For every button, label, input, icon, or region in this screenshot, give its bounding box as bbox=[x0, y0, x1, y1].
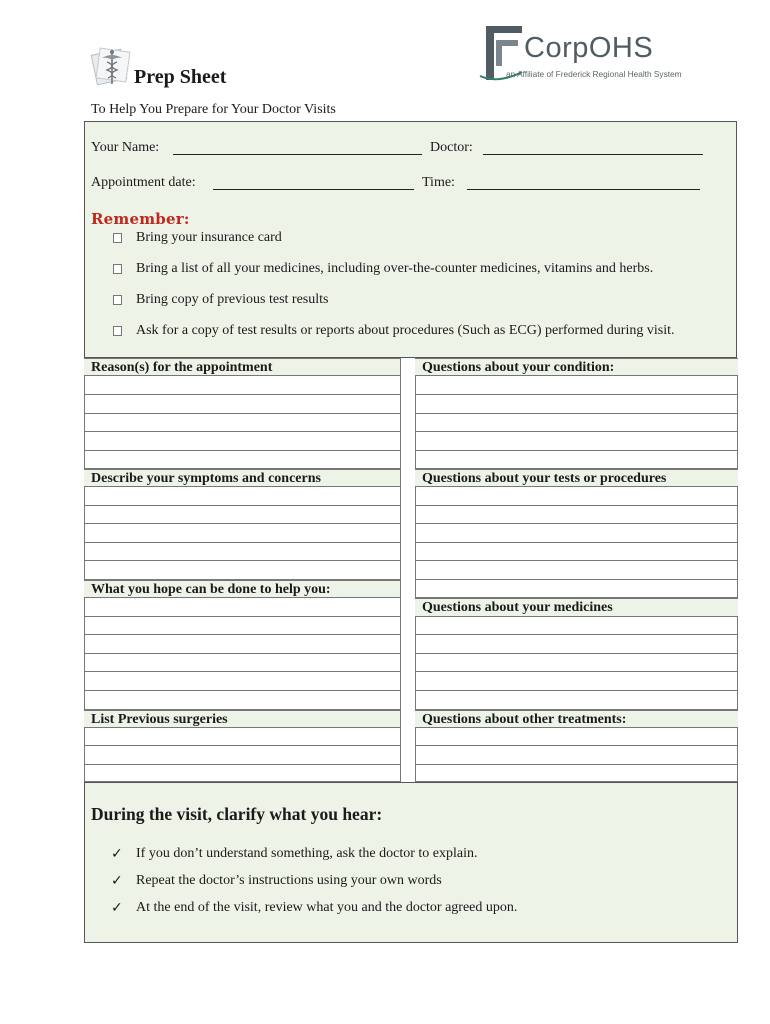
condition-line[interactable] bbox=[415, 414, 738, 432]
tests-line[interactable] bbox=[415, 524, 738, 543]
clarify-heading: During the visit, clarify what you hear: bbox=[91, 804, 383, 824]
surgeries-line[interactable] bbox=[84, 746, 400, 765]
clarify-item: Repeat the doctor’s instructions using your own words bbox=[136, 873, 442, 888]
medicines-line[interactable] bbox=[415, 617, 738, 635]
grid-divider bbox=[400, 358, 401, 782]
symptoms-line[interactable] bbox=[84, 487, 400, 506]
remember-item: Bring your insurance card bbox=[136, 230, 282, 245]
checkbox-4[interactable] bbox=[113, 326, 122, 336]
reasons-line[interactable] bbox=[84, 414, 400, 432]
reasons-line[interactable] bbox=[84, 395, 400, 414]
section-condition: Questions about your condition: bbox=[415, 358, 738, 376]
symptoms-line[interactable] bbox=[84, 506, 400, 524]
appointment-date-label: Appointment date: bbox=[91, 175, 196, 190]
corpohs-logo bbox=[478, 22, 682, 84]
time-field[interactable] bbox=[467, 189, 700, 190]
clarify-item: At the end of the visit, review what you and the doctor agreed upon. bbox=[136, 900, 518, 915]
reasons-line[interactable] bbox=[84, 432, 400, 451]
treatments-line[interactable] bbox=[415, 728, 738, 746]
section-medicines: Questions about your medicines bbox=[415, 598, 738, 617]
logo-wordmark: CorpOHS bbox=[524, 32, 654, 64]
tests-line[interactable] bbox=[415, 543, 738, 561]
name-field[interactable] bbox=[173, 154, 422, 155]
checkmark-icon: ✓ bbox=[111, 846, 123, 862]
condition-line[interactable] bbox=[415, 432, 738, 451]
symptoms-line[interactable] bbox=[84, 524, 400, 543]
section-reasons: Reason(s) for the appointment bbox=[84, 358, 400, 376]
condition-line[interactable] bbox=[415, 395, 738, 414]
surgeries-line[interactable] bbox=[84, 728, 400, 746]
medicines-line[interactable] bbox=[415, 691, 738, 710]
medicines-line[interactable] bbox=[415, 654, 738, 672]
tests-line[interactable] bbox=[415, 487, 738, 506]
section-tests: Questions about your tests or procedures bbox=[415, 469, 738, 487]
symptoms-line[interactable] bbox=[84, 561, 400, 580]
condition-line[interactable] bbox=[415, 451, 738, 469]
checkbox-1[interactable] bbox=[113, 233, 122, 243]
hope-line[interactable] bbox=[84, 691, 400, 710]
checkbox-2[interactable] bbox=[113, 264, 122, 274]
notes-grid bbox=[84, 358, 738, 782]
tests-line[interactable] bbox=[415, 561, 738, 580]
checkbox-3[interactable] bbox=[113, 295, 122, 305]
medicines-line[interactable] bbox=[415, 635, 738, 654]
remember-item: Ask for a copy of test results or reports about procedures (Such as ECG) performed during visit. bbox=[136, 323, 675, 338]
doctor-label: Doctor: bbox=[430, 140, 473, 155]
medicines-line[interactable] bbox=[415, 672, 738, 691]
caduceus-icon bbox=[88, 44, 134, 90]
surgeries-line[interactable] bbox=[84, 765, 400, 782]
reasons-line[interactable] bbox=[84, 451, 400, 469]
clarify-item: If you don’t understand something, ask the doctor to explain. bbox=[136, 846, 478, 861]
treatments-line[interactable] bbox=[415, 746, 738, 765]
section-surgeries: List Previous surgeries bbox=[84, 710, 400, 728]
doctor-field[interactable] bbox=[483, 154, 703, 155]
appointment-date-field[interactable] bbox=[213, 189, 414, 190]
remember-item: Bring a list of all your medicines, including over-the-counter medicines, vitamins and herbs. bbox=[136, 261, 654, 276]
remember-heading: Remember: bbox=[91, 210, 190, 228]
hope-line[interactable] bbox=[84, 598, 400, 617]
page-title: Prep Sheet bbox=[134, 66, 227, 88]
name-label: Your Name: bbox=[91, 140, 160, 155]
section-symptoms: Describe your symptoms and concerns bbox=[84, 469, 400, 487]
remember-item: Bring copy of previous test results bbox=[136, 292, 329, 307]
tests-line[interactable] bbox=[415, 506, 738, 524]
logo-tagline: an Affiliate of Frederick Regional Health System bbox=[506, 69, 682, 79]
symptoms-line[interactable] bbox=[84, 543, 400, 561]
hope-line[interactable] bbox=[84, 635, 400, 654]
hope-line[interactable] bbox=[84, 654, 400, 672]
section-hope: What you hope can be done to help you: bbox=[84, 580, 400, 598]
treatments-line[interactable] bbox=[415, 765, 738, 782]
hope-line[interactable] bbox=[84, 672, 400, 691]
hope-line[interactable] bbox=[84, 617, 400, 635]
page-subtitle: To Help You Prepare for Your Doctor Visits bbox=[91, 102, 336, 117]
checkmark-icon: ✓ bbox=[111, 900, 123, 916]
reasons-line[interactable] bbox=[84, 376, 400, 395]
tests-line[interactable] bbox=[415, 580, 738, 598]
condition-line[interactable] bbox=[415, 376, 738, 395]
section-treatments: Questions about other treatments: bbox=[415, 710, 738, 728]
time-label: Time: bbox=[422, 175, 455, 190]
checkmark-icon: ✓ bbox=[111, 873, 123, 889]
